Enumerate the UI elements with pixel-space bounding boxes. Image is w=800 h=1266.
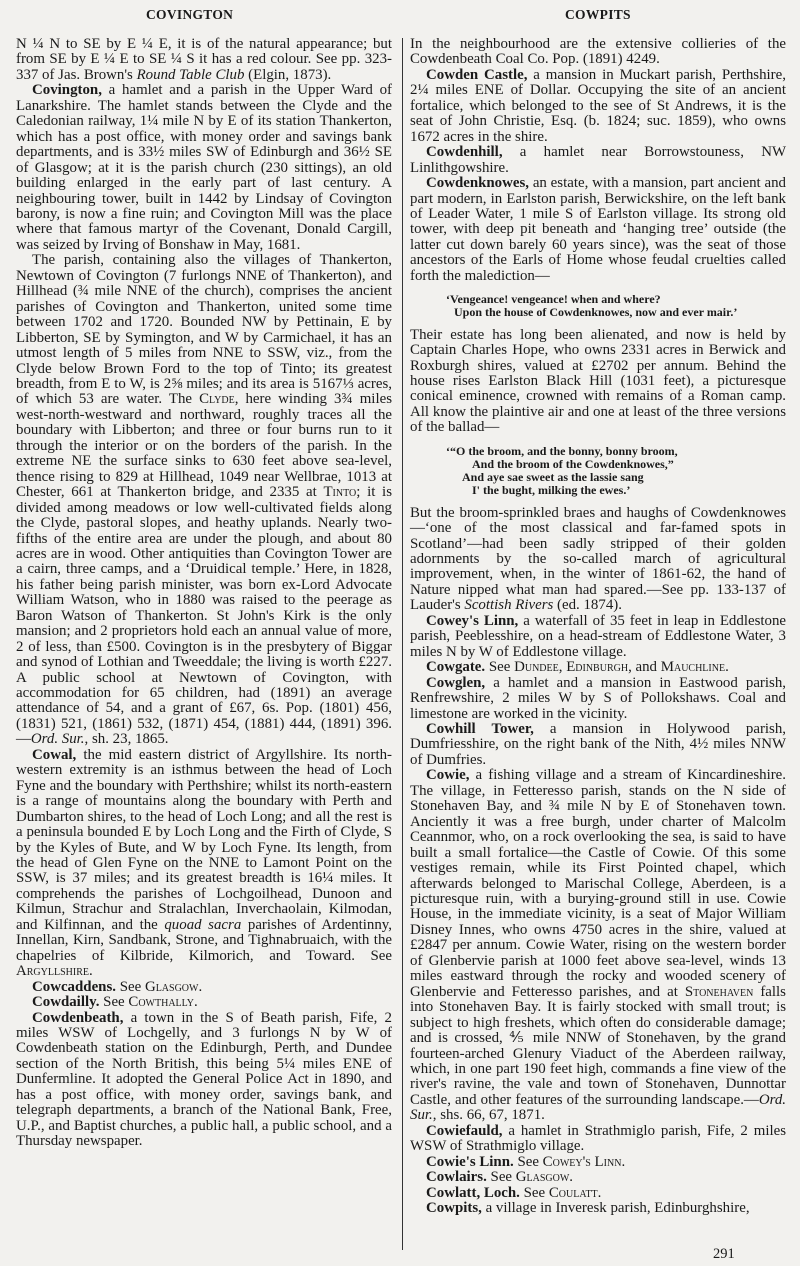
page-number: 291: [713, 1246, 735, 1262]
entry-text: a fishing village and a stream of Kincardineshire. The village, in Fetteresso parish, stands on the N side of Stonehaven Bay, and ¾ mile N by E of Stonehaven town. Anciently it was a free burgh, under charter of Malcolm Ceannmor, who, on a rock overlooking the sea, is said to have built a small fortalice—the Castle of Cowie. Of this some vestiges remain, while its First Pointed chapel, which afterwards belonged to Marischal College, Aberdeen, is a picturesque ruin, with a burying-ground still in use. Cowie House, in the immediate vicinity, is a seat of Major William Disney Innes, who owns 4750 acres in the shire, valued at £2847 per annum. Cowie Water, rising on the western border of Glenbervie parish at 1000 feet above sea-level, winds 13 miles eastward through the rocky and wooded scenery of Glenbervie and Fetteresso parishes, and at: [410, 767, 786, 1000]
entry-paragraph: [410, 768, 786, 1123]
italic-text: Scottish Rivers: [464, 597, 554, 614]
entry-paragraph: [410, 328, 786, 436]
verse-line: I' the bught, milking the ewes.’: [472, 483, 631, 498]
entry-text: the mid eastern district of Argyllshire. Its north-western extremity is an isthmus between the head of Loch Fyne and the boundary with Perthshire; whilst its north-eastern is a range of mountains along the boundary with Perth and Dumbarton shires, to the head of Loch Long; and all the rest is a peninsula bounded E by Loch Long and the Firth of Clyde, S by the Kyles of Bute, and W by Loch Fyne. Its length, from the head of Glen Fyne on the NNE to Lamont Point on the SSW, is 37 miles; and its greatest breadth is 16¼ miles. It comprehends the parishes of Lochgoilhead, Dunoon and Kilmun, Strachur and Stralachlan, Inverchaolain, Kilmodan, and Kilfinnan, and the: [16, 746, 392, 933]
cross-reference: Argyllshire: [16, 963, 89, 980]
entry-headword: Cowdenbeath,: [32, 1009, 124, 1026]
entry-headword: Cowcaddens.: [32, 978, 116, 995]
entry-headword: Cowie,: [426, 767, 470, 784]
entry-paragraph: [410, 506, 786, 614]
italic-text: Round Table Club: [136, 66, 245, 83]
entry-text: a village in Inveresk parish, Edinburghshire,: [481, 1200, 750, 1217]
running-head-left: COVINGTON: [146, 7, 234, 22]
cross-reference: Stonehaven: [684, 983, 754, 1000]
entry-text: falls into Stonehaven Bay. It is fairly stocked with small trout; is subject to high freshets, which often do considerable damage; and is crossed, ⅘ mile NNW of Stonehaven, by the grand fourteen-arched Glenury Viaduct of the Aberdeen railway, which, in one part 190 feet high, commands a fine view of the river's ravine, the vale and town of Stonehaven, Dunnottar Castle, and other features of the surrounding landscape.—: [410, 983, 786, 1108]
entry-text: See: [485, 659, 515, 676]
column-divider: [402, 38, 403, 1250]
cross-reference: Glasgow: [515, 1169, 570, 1186]
cross-reference: Tinto: [323, 484, 357, 501]
verse-line: And the broom of the Cowdenknowes,”: [472, 457, 674, 472]
verse-quotation: [410, 293, 786, 319]
entry-headword: Cowdailly.: [32, 994, 100, 1011]
entry-paragraph: [410, 1201, 786, 1216]
entry-text: , shs. 66, 67, 1871.: [432, 1107, 545, 1124]
entry-text: , and: [628, 659, 661, 676]
entry-paragraph: [410, 676, 786, 722]
entry-text: .: [569, 1169, 574, 1186]
entry-text: In the neighbourhood are the extensive collieries of the Cowdenbeath Coal Co. Pop. (1891) 4249.: [410, 36, 786, 68]
entry-headword: Cowlatt, Loch.: [426, 1184, 520, 1201]
entry-headword: Cowgate.: [426, 659, 486, 676]
entry-text: an estate, with a mansion, part ancient and part modern, in Earlston parish, Berwickshire, on the left bank of Leader Water, 1 mile S of Earlston village. Its strong old tower, with deep pit beneath and ‘hanging tree’ outside (the latter cut down barely 60 years since), was the seat of those ancestors of the Earls of Home whose feudal cruelties called forth the malediction—: [410, 175, 786, 284]
entry-text: See: [513, 1153, 543, 1170]
entry-headword: Covington,: [32, 82, 102, 99]
entry-text: .: [193, 994, 198, 1011]
entry-paragraph: [410, 68, 786, 145]
entry-paragraph: [16, 253, 392, 748]
entry-paragraph: [410, 1186, 786, 1201]
running-head-right: COWPITS: [565, 7, 631, 22]
entry-paragraph: [410, 145, 786, 176]
entry-text: a town in the S of Beath parish, Fife, 2 miles WSW of Lochgelly, and 3 furlongs N by W of Cowdenbeath station on the Edinburgh, Perth, and Dundee section of the North British, this being 5¼ miles ENE of Dunfermline. It adopted the General Police Act in 1890, and has a post office, with money order, savings bank, and telegraph departments, a branch of the National Bank, Free, U.P., and Baptist churches, a public hall, a public school, and a Thursday newspaper.: [16, 1009, 392, 1150]
entry-paragraph: [16, 995, 392, 1010]
entry-text: .: [597, 1184, 602, 1201]
entry-text: Their estate has long been alienated, and now is held by Captain Charles Hope, who owns 2331 acres in Berwick and Roxburgh shires, valued at £2702 per annum. Behind the house rises Earlston Black Hill (1031 feet), a picturesque conical eminence, crowned with remains of a Roman camp. All know the plaintive air and one at least of the three versions of the ballad—: [410, 326, 786, 436]
entry-text: .: [621, 1153, 626, 1170]
entry-paragraph: [410, 1124, 786, 1155]
entry-text: See: [99, 994, 129, 1011]
entry-text: See: [519, 1184, 549, 1201]
entry-headword: Cowpits,: [426, 1200, 482, 1217]
entry-text: , here winding 3¾ miles west-north-westward and northward, roughly traces all the boundary with Libberton; and three or four burns run to it through the interior or on the borders of the parish. In the extreme NE the surface sinks to 630 feet above sea-level, thence rising to 829 at Hillhead, 1049 near Wellbrae, 1013 at Chester, 661 at Thankerton bridge, and 2335 at: [16, 391, 392, 501]
entry-headword: Cowglen,: [426, 674, 486, 691]
verse-line: And aye sae sweet as the lassie sang: [462, 470, 644, 485]
entry-text: (ed. 1874).: [553, 597, 622, 614]
entry-text: parishes of Ardentinny, Innellan, Kirn, Sandbank, Strone, and Tighnabruaich, with the chapelries of Kilbride, Kilmorich, and Toward. See: [16, 916, 393, 964]
entry-text: a mansion in Muckart parish, Perthshire, 2¼ miles ENE of Dollar. Occupying the site of an ancient fortalice, which belonged to the see of St Andrews, it is the seat of John Christie, Esq. (b. 1824; suc. 1859), who owns 1672 acres in the shire.: [410, 66, 786, 145]
cross-reference: Edinburgh: [566, 659, 629, 676]
entry-paragraph: [16, 37, 392, 83]
entry-paragraph: [410, 660, 786, 675]
verse-line: ‘Vengeance! vengeance! when and where?: [446, 292, 661, 307]
entry-paragraph: [410, 37, 786, 68]
italic-text: Ord. Sur.: [410, 1091, 786, 1124]
entry-paragraph: [16, 83, 392, 253]
entry-headword: Cowlairs.: [426, 1169, 487, 1186]
entry-headword: Cowden Castle,: [426, 66, 528, 83]
cross-reference: Mauchline: [660, 659, 726, 676]
entry-headword: Cowdenknowes,: [426, 175, 530, 192]
entry-headword: Cowey's Linn,: [426, 612, 519, 629]
entry-paragraph: [410, 1170, 786, 1185]
left-column: [16, 37, 392, 1150]
entry-text: a mansion in Holywood parish, Dumfriesshire, on the right bank of the Nith, 4½ miles NNW of Dumfries.: [410, 720, 787, 768]
entry-text: a hamlet in Strathmiglo parish, Fife, 2 miles WSW of Strathmiglo village.: [410, 1122, 786, 1155]
entry-text: , sh. 23, 1865.: [84, 731, 169, 748]
entry-text: .: [725, 659, 729, 676]
entry-text: a hamlet near Borrowstouness, NW Linlithgowshire.: [410, 144, 786, 176]
entry-text: ,: [558, 659, 567, 676]
entry-paragraph: [410, 614, 786, 660]
right-column: [410, 37, 786, 1216]
italic-text: Ord. Sur.: [30, 731, 85, 748]
entry-paragraph: [16, 980, 392, 995]
entry-text: a hamlet and a parish in the Upper Ward of Lanarkshire. The hamlet stands between the Clyde and the Caledonian railway, 1¼ mile N by E of its station Thankerton, which has a post office, with money order and savings bank departments, and is 33½ miles SW of Edinburgh and 36½ SE of Glasgow; at it is the parish church (230 sittings), an old building enlarged in the early part of last century. A neighbouring tower, built in 1442 by Lindsay of Covington barony, is now a fine ruin; and Covington Mill was the place where that famous martyr of the Covenant, Donald Cargill, was seized by Irving of Bonshaw in May, 1681.: [16, 82, 392, 253]
entry-text: But the broom-sprinkled braes and haughs of Cowdenknowes—‘one of the most classical and far-famed spots in Scotland’—had been sadly stripped of their golden adornments by the so-called march of agricultural improvement, when, in the winter of 1861-62, the hand of Nature nipped what man had spared.—See pp. 133-137 of Lauder's: [410, 504, 786, 614]
entry-headword: Cowdenhill,: [426, 144, 503, 161]
entry-text: N ¼ N to SE by E ¼ E, it is of the natural appearance; but from SE by E ¼ E to SE ¼ S it has a red colour. See pp. 323-337 of Jas. Brown's: [16, 36, 392, 83]
entry-paragraph: [16, 748, 392, 980]
entry-text: See: [115, 978, 145, 995]
entry-text: ; it is divided among meadows or low well-cultivated fields along the Clyde, pastoral slopes, and heathy uplands. Nearly two-fifths of the entire area are under the plough, and about 80 acres are in wood. Other antiquities than Covington Tower are a cairn, three camps, and a ‘Druidical temple.’ Here, in 1828, his father being parish minister, was born ex-Lord Advocate William Watson, who in 1880 was raised to the peerage as Baron Watson of Thankerton. St John's Kirk is the only mansion; and 2 proprietors hold each an annual value of more, 2 of less, than £500. Covington is in the presbytery of Biggar and synod of Lothian and Tweeddale; the living is worth £227. A public school at Newtown of Covington, with accommodation for 65 children, had (1891) an average attendance of 54, and a grant of £67, 6s. Pop. (1801) 456, (1831) 521, (1861) 532, (1871) 454, (1881) 444, (1891) 396.—: [16, 484, 392, 748]
entry-headword: Cowie's Linn.: [426, 1153, 514, 1170]
cross-reference: Clyde: [199, 391, 235, 408]
cross-reference: Cowey's Linn: [542, 1153, 622, 1170]
verse-line: Upon the house of Cowdenknowes, now and ever mair.’: [454, 305, 738, 320]
entry-paragraph: [410, 722, 786, 768]
entry-text: The parish, containing also the villages of Thankerton, Newtown of Covington (7 furlongs NNE of Thankerton), and Hillhead (¾ mile NNE of the church), comprises the ancient parishes of Covington and Thankerton, united some time between 1702 and 1720. Bounded NW by Pettinain, E by Libberton, SE by Symington, and W by Carmichael, it has an utmost length of 5 miles from NNE to SSW, viz., from the Clyde below Brown Ford to the top of Tinto; its greatest breadth, from E to W, is 2⅝ miles; and its area is 5167⅓ acres, of which 53 are water. The: [16, 252, 392, 408]
entry-text: a waterfall of 35 feet in leap in Eddlestone parish, Peeblesshire, on a head-stream of Eddlestone Water, 3 miles N by W of Eddlestone village.: [410, 612, 786, 660]
entry-text: .: [88, 963, 93, 980]
verse-line: ‘“O the broom, and the bonny, bonny broom,: [446, 443, 678, 458]
entry-headword: Cowal,: [32, 746, 77, 763]
cross-reference: Coulatt: [548, 1184, 598, 1201]
entry-paragraph: [16, 1011, 392, 1150]
entry-paragraph: [410, 1155, 786, 1170]
verse-quotation: [410, 445, 786, 498]
entry-text: See: [486, 1169, 516, 1186]
entry-text: a hamlet and a mansion in Eastwood parish, Renfrewshire, 2 miles W by S of Pollokshaws. Coal and limestone are worked in the vicinity.: [410, 674, 786, 722]
italic-text: quoad sacra: [164, 916, 242, 933]
cross-reference: Cowthally: [128, 994, 194, 1011]
entry-text: (Elgin, 1873).: [244, 66, 332, 83]
entry-text: .: [198, 978, 203, 995]
cross-reference: Glasgow: [144, 978, 199, 995]
entry-paragraph: [410, 176, 786, 284]
entry-headword: Cowiefauld,: [426, 1122, 503, 1139]
cross-reference: Dundee: [514, 659, 559, 676]
entry-headword: Cowhill Tower,: [426, 720, 534, 737]
